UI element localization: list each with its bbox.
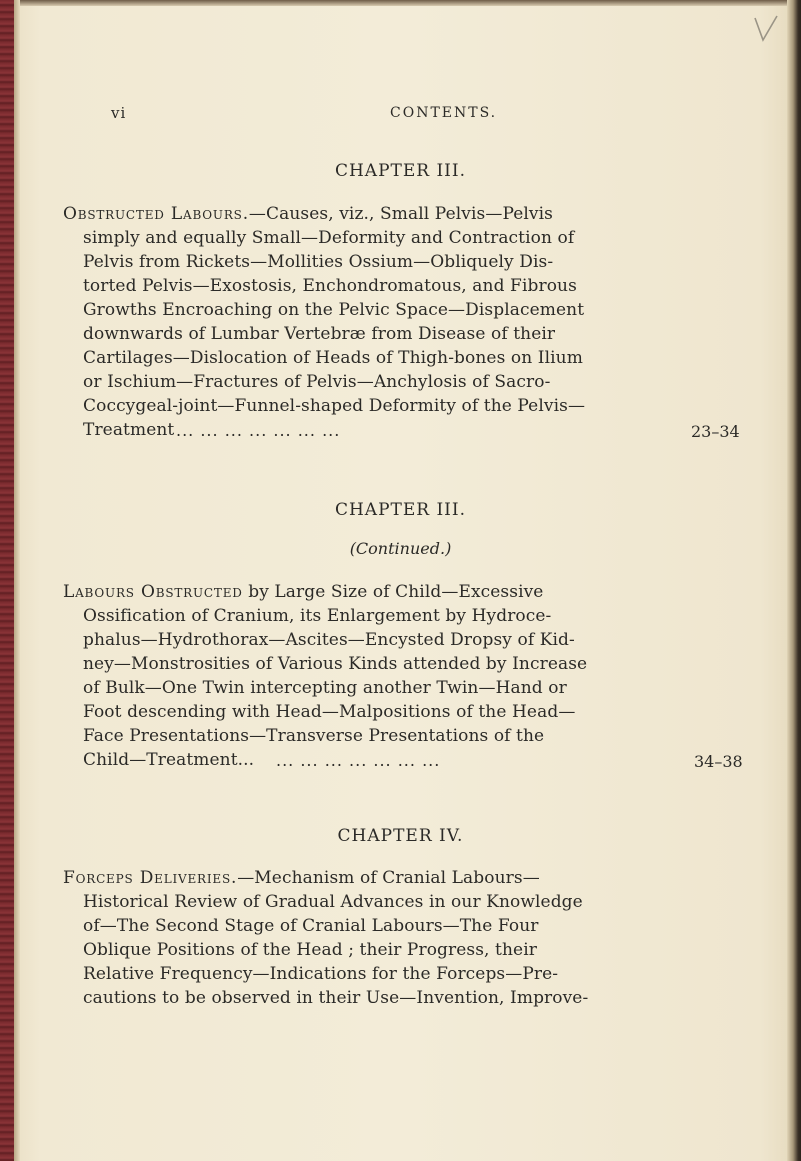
entry-line: Cartilages—Dislocation of Heads of Thigh-bones on Ilium — [83, 348, 583, 368]
entry-line: Foot descending with Head—Malpositions of the Head— — [83, 702, 576, 722]
entry-caption: Obstructed Labours. — [63, 204, 249, 224]
entry-line: of Bulk—One Twin intercepting another Twin—Hand or — [83, 678, 567, 698]
entry-line: Ossification of Cranium, its Enlargement by Hydroce- — [83, 606, 552, 626]
entry-line: phalus—Hydrothorax—Ascites—Encysted Dropsy of Kid- — [83, 630, 575, 650]
entry-line — [63, 203, 553, 225]
entry-line: cautions to be observed in their Use—Invention, Improve- — [83, 988, 589, 1008]
page-range: 34–38 — [694, 752, 743, 771]
entry-caption: Forceps Deliveries. — [63, 868, 238, 888]
entry-line: Growths Encroaching on the Pelvic Space—Displacement — [83, 300, 585, 320]
entry-line: Coccygeal-joint—Funnel-shaped Deformity of the Pelvis— — [83, 396, 586, 416]
entry-line — [63, 867, 540, 889]
chapter-subheading: (Continued.) — [349, 539, 452, 558]
entry-caption: Labours Obstructed — [63, 582, 243, 602]
entry-text: by Large Size of Child—Excessive — [242, 582, 544, 602]
dot-leader: ... ... ... ... ... ... ... — [276, 751, 441, 770]
pencil-mark-icon — [743, 14, 783, 44]
entry-line: Oblique Positions of the Head ; their Progress, their — [83, 940, 537, 960]
entry-line: Relative Frequency—Indications for the Forceps—Pre- — [83, 964, 559, 984]
entry-line: of—The Second Stage of Cranial Labours—The Four — [83, 916, 539, 936]
chapter-heading: CHAPTER III. — [334, 161, 467, 181]
entry-line: Historical Review of Gradual Advances in our Knowledge — [83, 892, 583, 912]
chapter-heading: CHAPTER IV. — [337, 826, 464, 846]
entry-text: —Mechanism of Cranial Labours— — [237, 868, 540, 888]
entry-line: simply and equally Small—Deformity and Contraction of — [83, 228, 575, 248]
chapter-heading: CHAPTER III. — [334, 500, 467, 520]
entry-line: torted Pelvis—Exostosis, Enchondromatous, and Fibrous — [83, 276, 577, 296]
page-number: vi — [111, 104, 127, 122]
page-range: 23–34 — [691, 422, 740, 441]
entry-text: —Causes, viz., Small Pelvis—Pelvis — [248, 204, 553, 224]
page-header — [0, 104, 801, 128]
running-head: CONTENTS. — [390, 105, 498, 121]
entry-line: Face Presentations—Transverse Presentations of the — [83, 726, 545, 746]
entry-line: Child—Treatment... — [83, 750, 255, 770]
entry-line: or Ischium—Fractures of Pelvis—Anchylosis of Sacro- — [83, 372, 551, 392]
entry-line — [63, 581, 543, 603]
page-top-edge — [20, 0, 790, 6]
dot-leader: ... ... ... ... ... ... ... — [176, 421, 341, 440]
entry-line: ney—Monstrosities of Various Kinds attended by Increase — [83, 654, 588, 674]
entry-line: Treatment — [83, 420, 175, 440]
entry-line: Pelvis from Rickets—Mollities Ossium—Obliquely Dis- — [83, 252, 554, 272]
entry-line: downwards of Lumbar Vertebræ from Disease of their — [83, 324, 556, 344]
